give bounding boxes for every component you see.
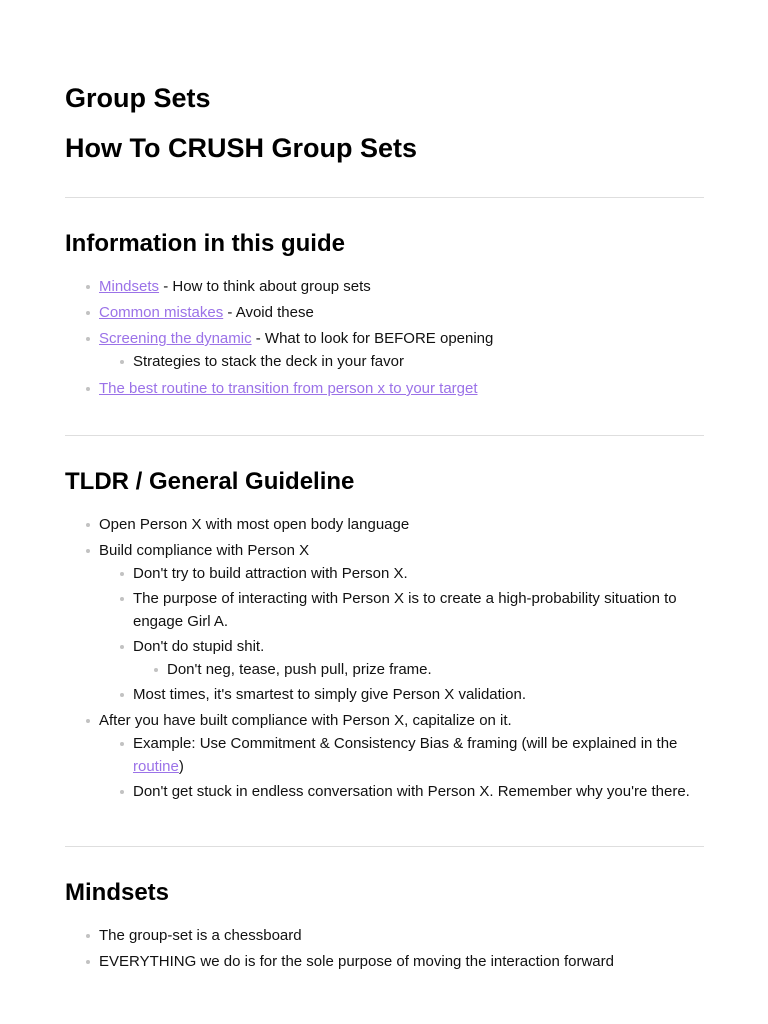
divider	[65, 846, 704, 847]
sub-list-item: Don't try to build attraction with Person X.	[133, 562, 699, 585]
info-list	[99, 275, 699, 403]
mindsets-list	[99, 924, 699, 976]
list-item: Open Person X with most open body language	[99, 513, 699, 536]
screening-dynamic-link[interactable]: Screening the dynamic	[99, 330, 252, 347]
sub-list-item: Strategies to stack the deck in your favor	[133, 350, 699, 373]
info-heading: Information in this guide	[65, 230, 345, 257]
best-routine-link[interactable]: The best routine to transition from person x to your target	[99, 380, 478, 397]
divider	[65, 435, 704, 436]
list-item-text: Don't do stupid shit.	[133, 638, 265, 655]
sub-list	[133, 562, 699, 706]
sub-sub-list	[167, 658, 699, 681]
list-item-text: Build compliance with Person X	[99, 542, 310, 559]
mindsets-heading: Mindsets	[65, 879, 170, 906]
page-subtitle: How To CRUSH Group Sets	[65, 133, 418, 163]
sub-list-item	[133, 635, 699, 681]
routine-link[interactable]: routine	[133, 758, 179, 775]
divider	[65, 197, 704, 198]
tldr-heading: TLDR / General Guideline	[65, 468, 355, 495]
list-item-text: )	[178, 758, 184, 775]
list-item: The group-set is a chessboard	[99, 924, 699, 947]
sub-list	[133, 350, 699, 373]
list-item-text: - How to think about group sets	[159, 278, 371, 295]
list-item	[99, 301, 699, 324]
list-item: EVERYTHING we do is for the sole purpose of moving the interaction forward	[99, 950, 699, 973]
common-mistakes-link[interactable]: Common mistakes	[99, 304, 224, 321]
list-item	[99, 275, 699, 298]
list-item	[99, 327, 699, 373]
list-item	[99, 709, 699, 803]
sub-list-item: The purpose of interacting with Person X is to create a high-probability situation to engage Girl A.	[133, 587, 699, 633]
sub-list	[133, 732, 699, 803]
page-title: Group Sets	[65, 83, 211, 113]
sub-list-item: Most times, it's smartest to simply give Person X validation.	[133, 683, 699, 706]
list-item-text: - Avoid these	[223, 304, 314, 321]
list-item	[99, 539, 699, 706]
mindsets-link[interactable]: Mindsets	[99, 278, 160, 295]
sub-list-item: Don't get stuck in endless conversation with Person X. Remember why you're there.	[133, 780, 699, 803]
list-item	[99, 377, 699, 400]
tldr-list	[99, 513, 699, 806]
sub-sub-list-item: Don't neg, tease, push pull, prize frame.	[167, 658, 699, 681]
list-item-text: Example: Use Commitment & Consistency Bias & framing (will be explained in the	[133, 735, 678, 752]
sub-list-item	[133, 732, 699, 778]
list-item-text: - What to look for BEFORE opening	[251, 330, 494, 347]
list-item-text: After you have built compliance with Person X, capitalize on it.	[99, 712, 512, 729]
